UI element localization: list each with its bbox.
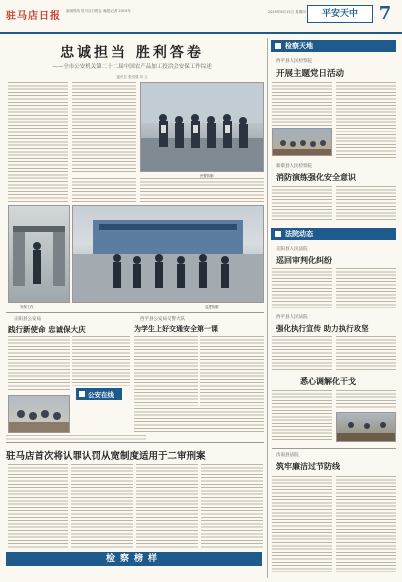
b2-title: 为学生上好交通安全第一课 bbox=[134, 324, 218, 333]
a2-kicker: 新蔡县人民检察院 bbox=[276, 164, 312, 169]
bottom-banner: 检察榜样 bbox=[6, 552, 262, 566]
column-divider bbox=[267, 38, 268, 578]
gongan-zaixian-tag bbox=[76, 388, 122, 400]
right-divider bbox=[272, 448, 396, 449]
b2-kicker: 西平县公安局交警大队 bbox=[140, 317, 185, 322]
a3-body-col2 bbox=[336, 268, 396, 308]
a5-body-col1 bbox=[272, 390, 332, 424]
article-divider bbox=[6, 312, 264, 313]
jiancha-tiandi-bar bbox=[271, 40, 396, 52]
paper-name: 驻马店日报 bbox=[6, 11, 61, 22]
gongan-zaixian-label: 公安在线 bbox=[88, 391, 114, 399]
photo-caption-right: 巡逻执勤 bbox=[205, 305, 219, 309]
a1-kicker: 西平县人民检察院 bbox=[276, 59, 312, 64]
a4-kicker: 西平县人民法院 bbox=[276, 315, 308, 320]
a5-body-col2 bbox=[336, 390, 396, 410]
a2-body-col1 bbox=[272, 186, 332, 222]
meeting-illustration bbox=[273, 129, 332, 156]
traffic-class-photo bbox=[8, 395, 70, 433]
main-byline: 通讯员 张国强 刘 云 bbox=[116, 75, 148, 79]
b2-body-3 bbox=[134, 408, 264, 434]
a3-body-col1 bbox=[272, 268, 332, 308]
section-square-2 bbox=[275, 231, 281, 237]
b1-title: 践行新使命 忠诚保大庆 bbox=[8, 325, 86, 334]
students-illustration bbox=[9, 396, 70, 433]
a5-title: 悉心调解化干戈 bbox=[300, 376, 356, 386]
a6-body-col1 bbox=[272, 476, 332, 572]
main-subtitle: ——全市公安机关第二十二届中国农产品加工投洽会安保工作综述 bbox=[52, 64, 212, 70]
photo-caption-left: 安保工作 bbox=[20, 305, 34, 309]
b3-body-col3 bbox=[136, 464, 198, 548]
masthead-info: 新闻热线 驻马店日报社 晚报记者 2019年 bbox=[66, 9, 131, 13]
main-story-body-continued-1 bbox=[72, 178, 136, 202]
a2-body-col2 bbox=[336, 186, 396, 222]
station-security-photo bbox=[8, 205, 70, 303]
a1-body-col3 bbox=[336, 134, 396, 158]
article-divider-2 bbox=[6, 442, 264, 443]
b3-body-col2 bbox=[71, 464, 133, 548]
main-story-body-col1 bbox=[8, 82, 68, 202]
a6-body-col2 bbox=[336, 476, 396, 572]
main-story-body-col2 bbox=[72, 82, 136, 172]
a5-photo bbox=[336, 412, 396, 442]
main-story-body-continued-2 bbox=[140, 178, 264, 202]
a4-title: 强化执行宣传 助力执行攻坚 bbox=[276, 324, 369, 333]
a2-title: 消防演练强化安全意识 bbox=[276, 172, 356, 182]
mediation-illustration bbox=[337, 413, 396, 442]
b1-body-2 bbox=[72, 336, 130, 386]
traffic-photo-caption bbox=[6, 435, 146, 441]
a6-title: 筑牢廉洁过节防线 bbox=[276, 461, 340, 471]
police-march-illustration bbox=[141, 83, 264, 172]
b3-body-col1 bbox=[8, 464, 68, 548]
a1-photo bbox=[272, 128, 332, 156]
b1-kicker: 正阳县公安局 bbox=[14, 317, 41, 322]
b2-body-2 bbox=[200, 336, 264, 406]
jiancha-tiandi-label: 检察天地 bbox=[285, 42, 313, 50]
main-headline: 忠诚担当 胜利答卷 bbox=[60, 45, 204, 61]
a1-body-col2 bbox=[336, 82, 396, 132]
expo-venue-photo bbox=[72, 205, 264, 303]
fayuan-dongtai-label: 法院动态 bbox=[285, 230, 313, 238]
a3-kicker: 正阳县人民法院 bbox=[276, 247, 308, 252]
expo-building-illustration bbox=[73, 206, 264, 303]
b2-body bbox=[134, 336, 198, 406]
a4-body-col2 bbox=[336, 336, 396, 370]
b3-title: 驻马店首次将认罪认罚从宽制度适用于二审刑案 bbox=[6, 451, 206, 462]
issue-date: 2019年8月15日 星期四 bbox=[268, 10, 306, 14]
police-march-photo bbox=[140, 82, 264, 172]
page-number: 7 bbox=[378, 3, 392, 24]
a1-title: 开展主题党日活动 bbox=[276, 69, 345, 79]
a4-body-col1 bbox=[272, 336, 332, 370]
security-gate-illustration bbox=[9, 206, 70, 303]
gongan-zaixian-square bbox=[79, 391, 85, 397]
section-tag: 平安天中 bbox=[307, 5, 373, 23]
fayuan-dongtai-bar bbox=[271, 228, 396, 240]
b3-body-col4 bbox=[201, 464, 263, 548]
section-square bbox=[275, 43, 281, 49]
a6-kicker: 汝南县法院 bbox=[276, 453, 299, 458]
photo-caption-mid: 民警执勤 bbox=[200, 174, 214, 178]
a1-body-col1 bbox=[272, 82, 332, 126]
a3-title: 巡回审判化纠纷 bbox=[276, 255, 332, 265]
a5-body-col3 bbox=[272, 426, 332, 442]
b1-body bbox=[8, 336, 70, 392]
